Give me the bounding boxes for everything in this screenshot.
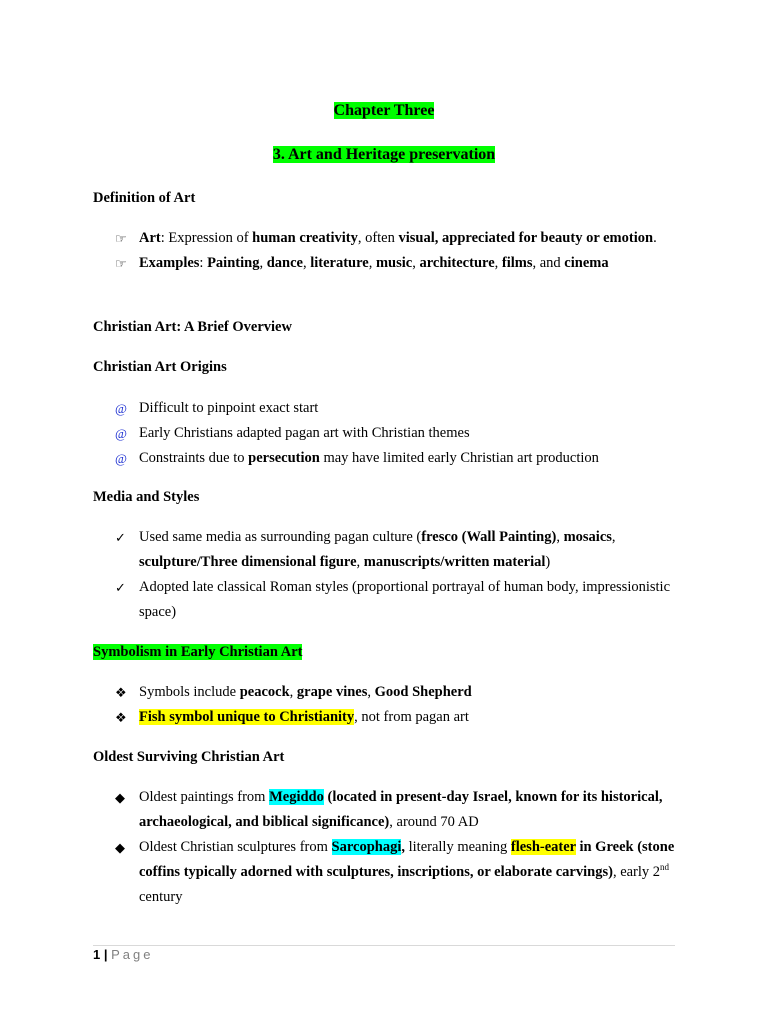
bold-text: films (501, 255, 533, 271)
superscript: nd (660, 862, 670, 873)
symbolism-heading-text: Symbolism in Early Christian Art (93, 644, 303, 660)
bold-text: mosaics (563, 529, 612, 545)
text: literally meaning (404, 839, 511, 855)
bold-text: in Greek (stone coffins typically adorned with sculptures, inscriptions, or elaborate carvings) (139, 839, 675, 880)
list-item (0, 680, 768, 705)
bold-text: peacock (239, 684, 290, 700)
text: , not from pagan art (354, 709, 469, 725)
bold-text: Painting (207, 255, 260, 271)
highlighted-text: Megiddo (269, 789, 324, 805)
definition-list (0, 226, 768, 276)
text: Early Christians adapted pagan art with Christian themes (139, 425, 470, 441)
highlighted-text: Fish symbol unique to Christianity (139, 709, 355, 725)
text: , (412, 255, 420, 271)
bold-text: fresco (Wall Painting) (421, 529, 557, 545)
definition-heading: Definition of Art (93, 190, 196, 206)
chapter-title (0, 102, 768, 120)
bold-text: architecture (419, 255, 495, 271)
list-item (0, 251, 768, 276)
text: , around 70 AD (389, 814, 479, 830)
text: , (368, 255, 376, 271)
text: Used same media as surrounding pagan culture ( (139, 529, 422, 545)
list-item (0, 785, 768, 835)
bold-text: visual, appreciated for beauty or emotion (398, 230, 654, 246)
bold-text: grape vines (296, 684, 368, 700)
list-item (0, 446, 768, 471)
text: , (289, 684, 297, 700)
spiral-bullet-icon: @ (115, 401, 127, 416)
bold-text: music (375, 255, 413, 271)
art-label: Art (139, 230, 161, 246)
bold-text: , (401, 839, 405, 855)
text: Symbols include (139, 684, 240, 700)
diamond-bullet-icon: ◆ (115, 790, 125, 805)
four-diamond-bullet-icon: ❖ (115, 685, 127, 700)
list-item (0, 835, 768, 910)
symbolism-heading (93, 644, 302, 661)
bold-text: manuscripts/written material (363, 554, 546, 570)
page-number: 1 (93, 947, 101, 962)
diamond-bullet-icon: ◆ (115, 840, 125, 855)
list-item (0, 575, 768, 625)
origins-list (0, 396, 768, 471)
bold-text: human creativity (252, 230, 358, 246)
section-title (0, 146, 768, 164)
bold-text: dance (266, 255, 303, 271)
section-title-text: 3. Art and Heritage preservation (272, 146, 496, 163)
highlighted-text: Sarcophagi (331, 839, 402, 855)
spiral-bullet-icon: @ (115, 426, 127, 441)
check-bullet-icon: ✓ (115, 580, 126, 595)
text: , (259, 255, 267, 271)
list-item (0, 525, 768, 575)
bold-text: sculpture/Three dimensional figure (139, 554, 357, 570)
four-diamond-bullet-icon: ❖ (115, 710, 127, 725)
bold-text: cinema (564, 255, 609, 271)
text: Difficult to pinpoint exact start (139, 400, 319, 416)
text: Oldest paintings from (139, 789, 270, 805)
text: Constraints due to (139, 450, 249, 466)
text: Oldest Christian sculptures from (139, 839, 332, 855)
oldest-heading: Oldest Surviving Christian Art (93, 749, 285, 765)
bold-text: Good Shepherd (374, 684, 472, 700)
check-bullet-icon: ✓ (115, 530, 126, 545)
hand-bullet-icon: ☞ (115, 256, 127, 271)
text: , often (357, 230, 399, 246)
list-item (0, 705, 768, 730)
oldest-list (0, 785, 768, 910)
list-item (0, 396, 768, 421)
footer-separator: | (100, 947, 112, 962)
text: Adopted late classical Roman styles (proportional portrayal of human body, impressionistic space) (139, 579, 671, 620)
text: , (611, 529, 616, 545)
text: , early 2 (612, 864, 661, 880)
text: : Expression of (160, 230, 253, 246)
page-footer (93, 947, 153, 962)
text: : (199, 255, 208, 271)
origins-heading: Christian Art Origins (93, 359, 227, 375)
bold-text: (located in present-day Israel, known for its historical, archaeological, and biblical significance) (139, 789, 663, 830)
text: , (367, 684, 375, 700)
christian-art-heading: Christian Art: A Brief Overview (93, 319, 292, 335)
text: may have limited early Christian art production (319, 450, 599, 466)
chapter-title-text: Chapter Three (333, 102, 435, 119)
symbolism-list (0, 680, 768, 730)
hand-bullet-icon: ☞ (115, 231, 127, 246)
bold-text: persecution (248, 450, 320, 466)
media-list (0, 525, 768, 625)
text: . (653, 230, 657, 246)
list-item (0, 226, 768, 251)
text: ) (545, 554, 551, 570)
examples-label: Examples (139, 255, 200, 271)
text: , (356, 554, 364, 570)
bold-text: literature (310, 255, 369, 271)
text: , (302, 255, 311, 271)
highlighted-text: flesh-eater (510, 839, 576, 855)
list-item (0, 421, 768, 446)
text: , (556, 529, 564, 545)
text: , (494, 255, 502, 271)
page-label: Page (111, 947, 154, 962)
text: century (139, 889, 183, 905)
footer-divider (93, 945, 675, 946)
text: , and (532, 255, 565, 271)
media-heading: Media and Styles (93, 489, 200, 505)
spiral-bullet-icon: @ (115, 451, 127, 466)
